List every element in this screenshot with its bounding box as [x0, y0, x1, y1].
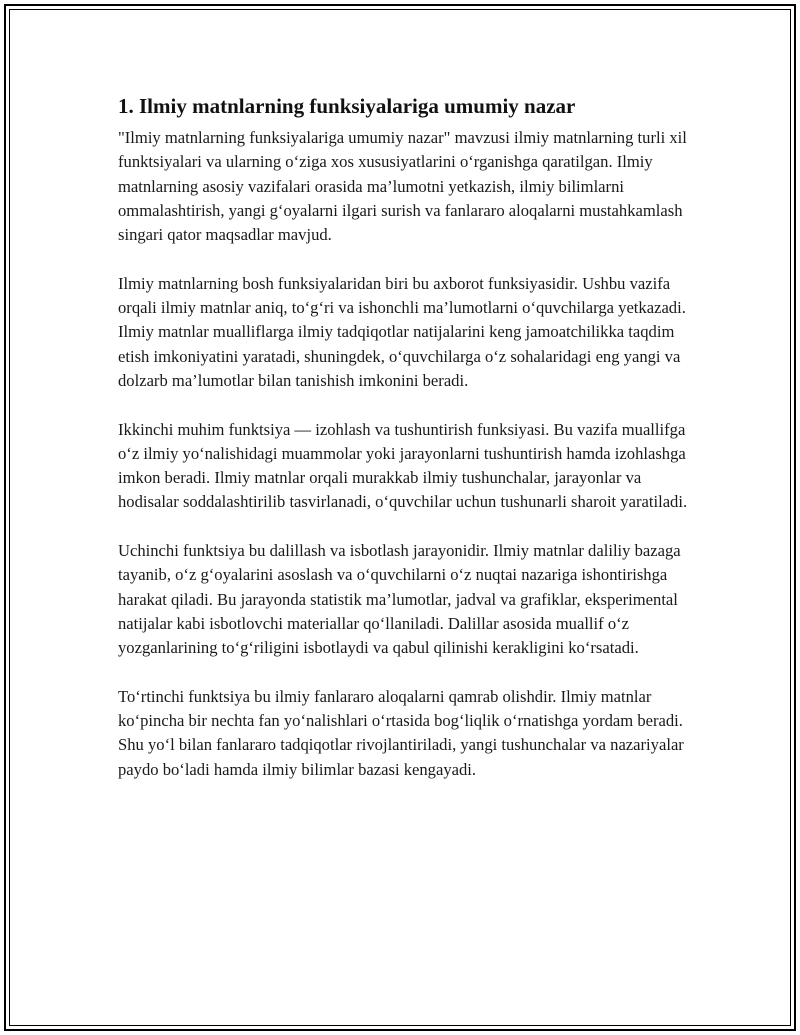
document-body — [118, 92, 690, 806]
paragraph-proof-function: Uchinchi funktsiya bu dalillash va isbotlash jarayonidir. Ilmiy matnlar daliliy bazaga tayanib, o‘z g‘oyalarini asoslash va o‘quvchilarni o‘z nuqtai nazariga ishontirishga harakat qiladi. Bu jarayonda statistik ma’lumotlar, jadval va grafiklar, eksperimental natijalar kabi isbotlovchi materiallar qo‘llaniladi. Dalillar asosida muallif o‘z yozganlarining to‘g‘riligini isbotlaydi va qabul qilinishi kerakligini ko‘rsatadi. — [118, 541, 681, 658]
paragraph-explanation-function: Ikkinchi muhim funktsiya — izohlash va tushuntirish funksiyasi. Bu vazifa muallifga o‘z ilmiy yo‘nalishidagi muammolar yoki jarayonlarni tushuntirish hamda izohlashga imkon beradi. Ilmiy matnlar orqali murakkab ilmiy tushunchalar, jarayonlar va hodisalar soddalashtirilib tasvirlanadi, o‘quvchilar uchun tushunarli sharoit yaratiladi. — [118, 419, 688, 512]
paragraph-interdisciplinary-function: To‘rtinchi funktsiya bu ilmiy fanlararo aloqalarni qamrab olishdir. Ilmiy matnlar ko‘pincha bir nechta fan yo‘nalishlari o‘rtasida bog‘liqlik o‘rnatishga yordam beradi. Shu yo‘l bilan fanlararo tadqiqotlar rivojlantiriladi, yangi tushunchalar va nazariyalar paydo bo‘ladi hamda ilmiy bilimlar bazasi kengayadi. — [118, 686, 684, 779]
paragraph-intro: "Ilmiy matnlarning funksiyalariga umumiy nazar" mavzusi ilmiy matnlarning turli xil funktsiyalari va ularning o‘ziga xos xususiyatlarini o‘rganishga qaratilgan. Ilmiy matnlarning asosiy vazifalari orasida ma’lumotni yetkazish, ilmiy bilimlarni ommalashtirish, yangi g‘oyalarni ilgari surish va fanlararo aloqalarni mustahkamlash singari qator maqsadlar mavjud. — [118, 128, 687, 245]
section-heading: 1. Ilmiy matnlarning funksiyalariga umumiy nazar — [118, 94, 576, 118]
paragraph-information-function: Ilmiy matnlarning bosh funksiyalaridan biri bu axborot funksiyasidir. Ushbu vazifa orqali ilmiy matnlar aniq, to‘g‘ri va ishonchli ma’lumotlarni o‘quvchilarga yetkazadi. Ilmiy matnlar mualliflarga ilmiy tadqiqotlar natijalarini keng jamoatchilikka taqdim etish imkoniyatini yaratadi, shuningdek, o‘quvchilarga o‘z sohalaridagi eng yangi va dolzarb ma’lumotlar bilan tanishish imkonini beradi. — [118, 273, 686, 390]
